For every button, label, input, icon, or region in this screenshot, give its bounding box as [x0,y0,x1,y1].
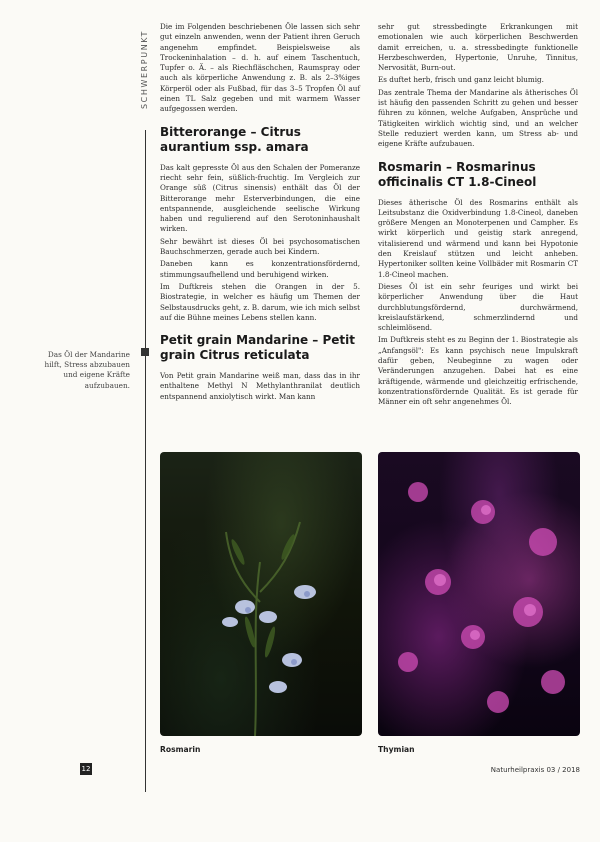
paragraph: Es duftet herb, frisch und ganz leicht blumig. [378,75,544,85]
caption-rosmarin: Rosmarin [160,745,201,754]
paragraph: Sehr bewährt ist dieses Öl bei psychosomatischen Bauchschmerzen, gerade auch bei Kindern. [160,236,360,257]
right-column [378,22,578,410]
intro-paragraph: Die im Folgenden beschriebenen Öle lassen sich sehr gut einzeln anwenden, wenn der Patient ihren Geruch angenehm empfindet. Beispielsweise als Trockeninhalation – d. h. auf einem Taschentuch, Tupfer o. Ä. – als Riechfläschchen, Raumspray oder auch als körperliche Anwendung z. B. als 2–3%iges Körperöl oder als Fußbad, für das 3–5 Tropfen Öl auf einen TL Salz gegeben und mit warmem Wasser aufgegossen werden. [160,22,360,114]
paragraph: Das zentrale Thema der Mandarine als ätherisches Öl ist häufig den passenden Schritt zu gehen und besser führen zu können, welche Aufgaben, Ansprüche und Tätigkeiten wirklich wichtig sind, und an welcher Stelle reduziert werden kann, um Stress ab- und eigene Kräfte aufzubauen. [378,87,578,149]
rosemary-photo [160,452,362,736]
paragraph: Von Petit grain Mandarine weiß man, dass das in ihr enthaltene Methyl N Methylanthranilat deutlich entspannend anxiolytisch wirkt. Man kann [160,371,360,401]
paragraph: Im Duftkreis steht es zu Beginn der 1. Biostrategie als „Anfangsöl": Es kann psychisch neue Impulskraft dafür geben, Neubeginne zu wagen oder Veränderungen anzugehen. Dabei hat es eine kräftigende, wärmende und gleichzeitig erfrischende, konzentrationsfördernde Qualität. Es ist gerade für Männer ein oft sehr angenehmes Öl. [378,335,578,407]
paragraph: Im Duftkreis stehen die Orangen in der 5. Biostrategie, in welcher es häufig um Themen der Selbstausdrucks geht, z. B. darum, wie ich mich selbst auf die Bühne meines Lebens stellen kann. [160,281,360,322]
thyme-illustration [378,452,580,736]
paragraph: Dieses Öl ist ein sehr feuriges und wirkt bei körperlicher Anwendung über die Haut durchblutungsfördernd, durchwärmend, kreislaufstärkend, schmerzlindernd und schleimlösend. [378,281,578,333]
page-number: 12 [81,765,91,773]
heading-rosmarin: Rosmarin – Rosmarinus officinalis CT 1.8-Cineol [378,159,537,189]
caption-thymian: Thymian [378,745,415,754]
heading-petit-grain: Petit grain Mandarine – Petit grain Citrus reticulata [160,333,355,363]
heading-bitterorange: Bitterorange – Citrus aurantium ssp. amara [160,124,309,154]
footer-publication: Naturheilpraxis 03 / 2018 [490,766,580,774]
paragraph: sehr gut stressbedingte Erkrankungen mit emotionalen wie auch körperlichen Beschwerden damit erreichen, u. a. stressbedingte funktionelle Herzbeschwerden, Hypertonie, Unruhe, Tinnitus, Nervosität, Burn-out. [378,22,578,73]
section-label: SCHWERPUNKT [139,29,149,109]
left-column [160,22,360,404]
vertical-rule [145,130,146,792]
side-quote: Das Öl der Mandarine hilft, Stress abzubauen und eigene Kräfte aufzubauen. [44,350,130,390]
paragraph: Das kalt gepresste Öl aus den Schalen der Pomeranze riecht sehr fein, süßlich-fruchtig. Im Vergleich zur Orange süß (Citrus sinensis) enthält das Öl der Bitterorange mehr Esterverbindungen, die eine entspannende, ausgleichende seelische Wirkung haben und regulierend auf den Serotoninhaushalt wirken. [160,162,360,234]
quote-marker [141,348,149,356]
paragraph: Dieses ätherische Öl des Rosmarins enthält als Leitsubstanz die Oxidverbindung 1.8-Cineol, daneben größere Mengen an Monoterpenen und Campher. Es wirkt körperlich und geistig stark anregend, vitalisierend und wärmend und kann bei Hypotonie den Kreislauf stützen und leicht anheben. Hypertoniker sollten keine Vollbäder mit Rosmarin CT 1.8-Cineol machen. [378,197,578,279]
rosemary-illustration [160,452,362,736]
thyme-photo [378,452,580,736]
paragraph: Daneben kann es konzentrationsfördernd, stimmungsaufhellend und beruhigend wirken. [160,259,360,279]
